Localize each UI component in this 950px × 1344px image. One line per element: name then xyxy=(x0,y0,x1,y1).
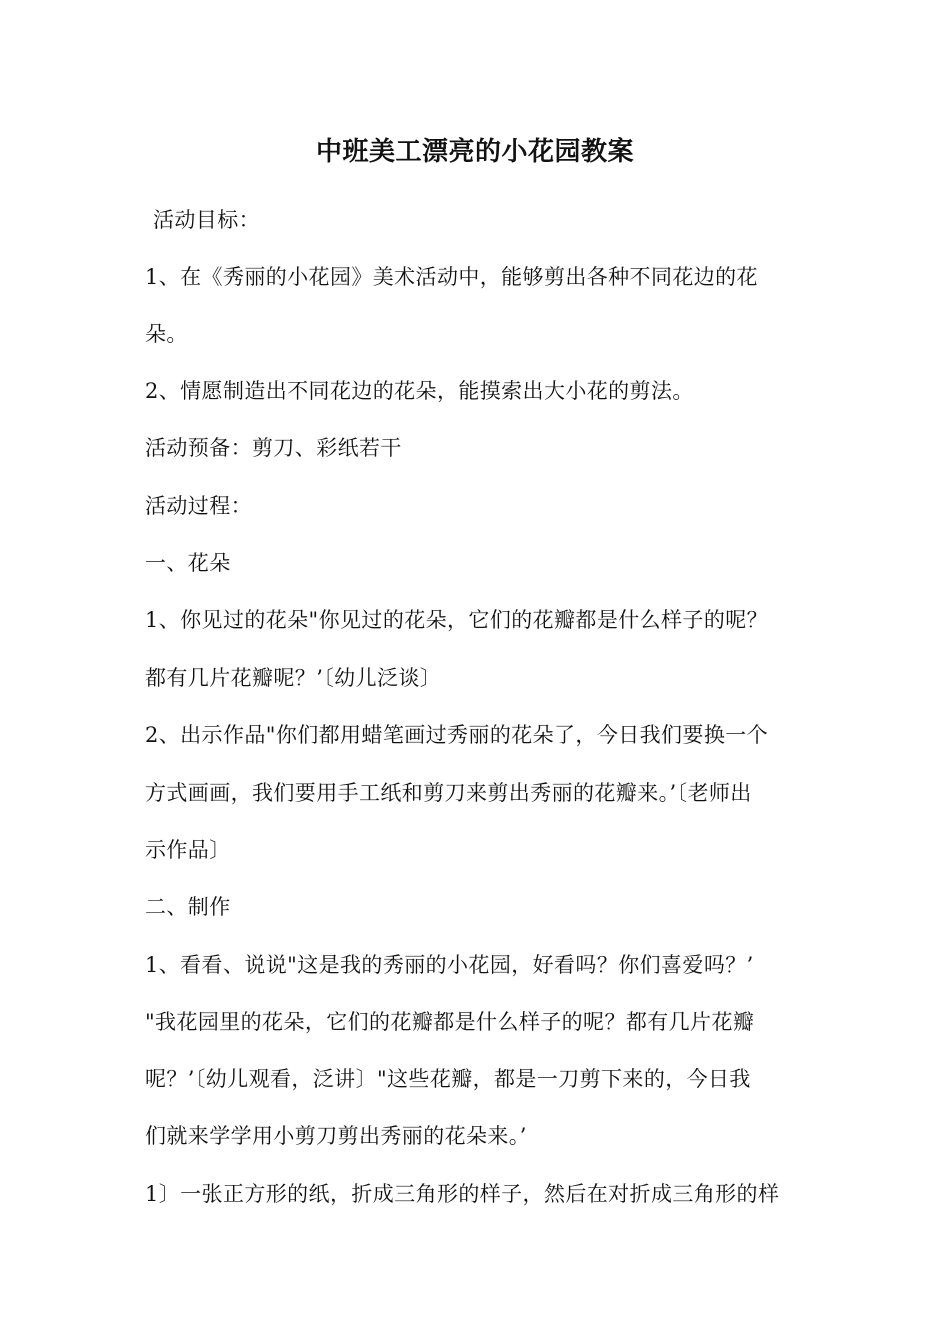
text-line: 都有几片花瓣呢？’〔幼儿泛谈〕 xyxy=(145,666,442,690)
text-line: 们就来学学用小剪刀剪出秀丽的花朵来。’ xyxy=(145,1124,527,1148)
text-line: 2、出示作品"你们都用蜡笔画过秀丽的花朵了，今日我们要换一个 xyxy=(145,723,769,747)
text-line: 1〕一张正方形的纸，折成三角形的样子，然后在对折成三角形的样 xyxy=(145,1182,780,1206)
text-line: 方式画画，我们要用手工纸和剪刀来剪出秀丽的花瓣来。’〔老师出 xyxy=(145,781,752,805)
text-line: "我花园里的花朵，它们的花瓣都是什么样子的呢？都有几片花瓣 xyxy=(145,1010,755,1034)
text-line: 1、在《秀丽的小花园》美术活动中，能够剪出各种不同花边的花 xyxy=(145,265,758,289)
text-line: 活动过程： xyxy=(145,494,252,518)
text-line: 1、你见过的花朵"你见过的花朵，它们的花瓣都是什么样子的呢？ xyxy=(145,608,769,632)
text-line: 呢？’〔幼儿观看，泛讲〕"这些花瓣，都是一刀剪下来的，今日我 xyxy=(145,1067,751,1091)
document-title: 中班美工漂亮的小花园教案 xyxy=(315,137,634,167)
text-line: 示作品〕 xyxy=(145,838,231,862)
text-line: 活动预备：剪刀、彩纸若干 xyxy=(145,436,402,460)
text-line: 活动目标： xyxy=(153,208,260,232)
text-line: 一、花朵 xyxy=(145,551,231,575)
text-line: 朵。 xyxy=(145,322,188,346)
text-line: 1、看看、说说"这是我的秀丽的小花园，好看吗？你们喜爱吗？’ xyxy=(145,953,754,977)
text-line: 二、制作 xyxy=(145,895,231,919)
text-line: 2、情愿制造出不同花边的花朵，能摸索出大小花的剪法。 xyxy=(145,379,694,403)
